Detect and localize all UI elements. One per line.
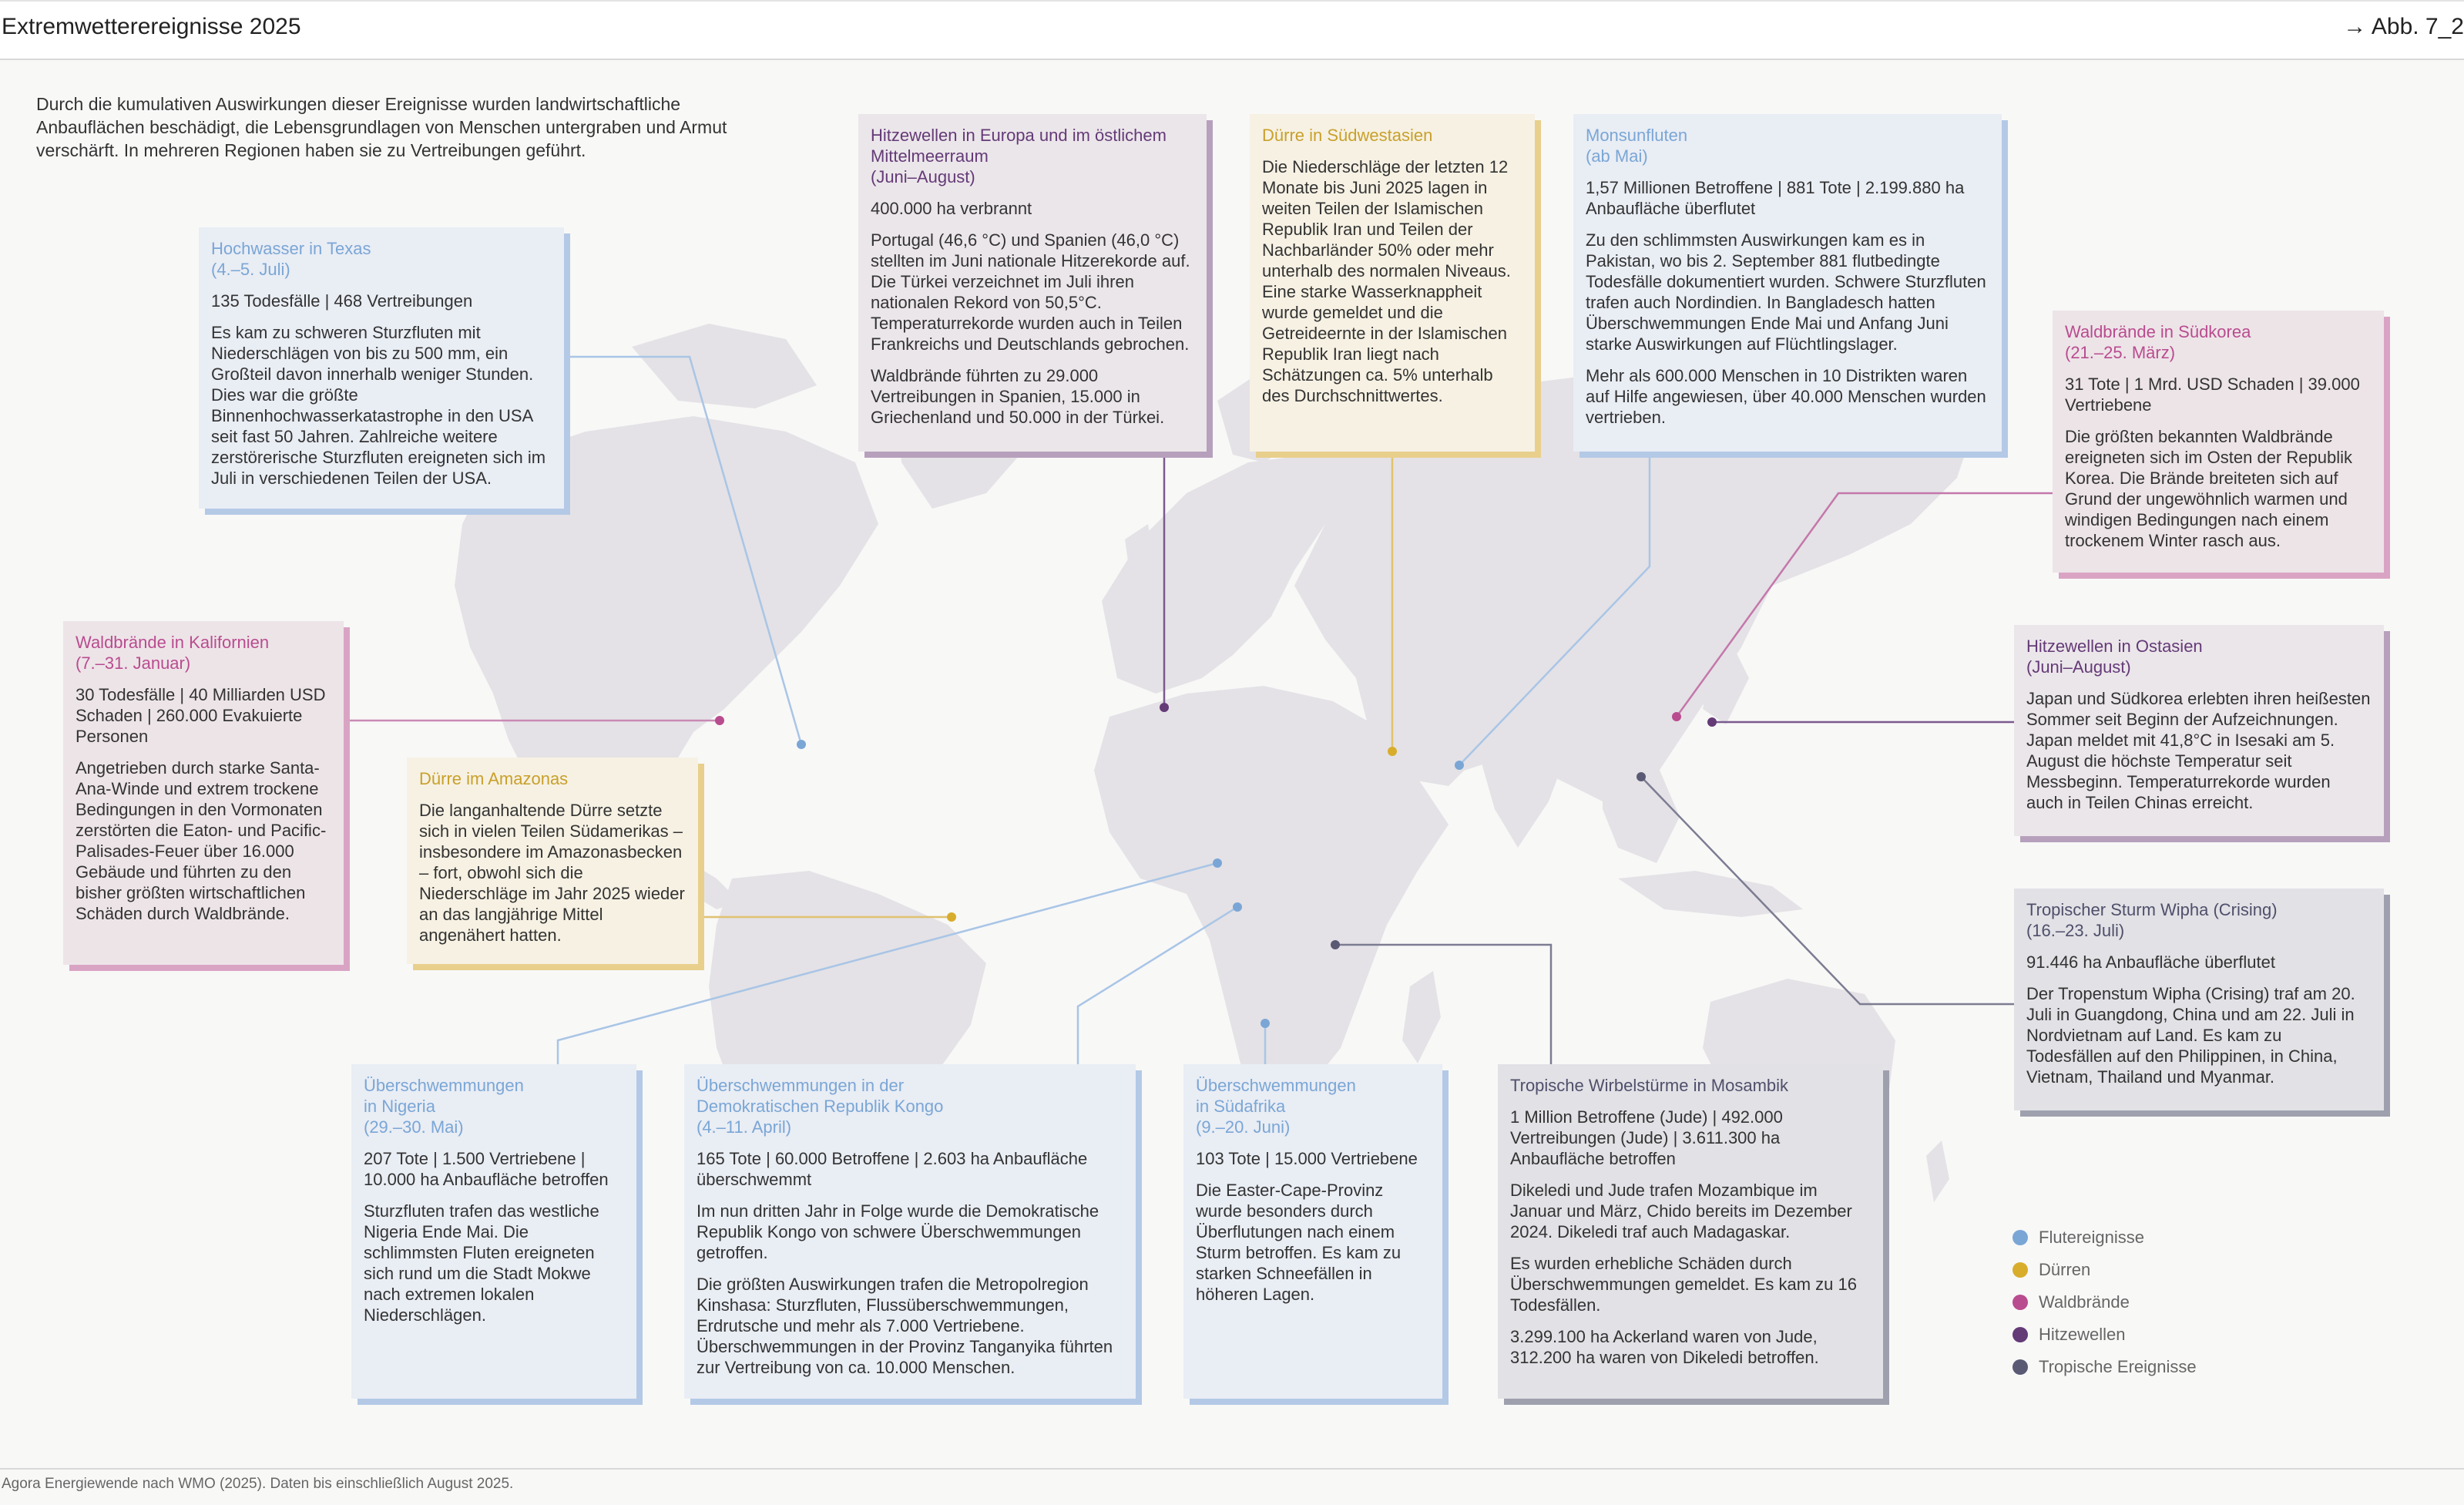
marker-nigeria [1213,858,1222,868]
marker-europe [1160,703,1169,712]
event-title: Tropischer Sturm Wipha (Crising) [2026,900,2278,919]
legend [2012,1221,2197,1383]
marker-korea [1672,712,1681,721]
legend-label: Dürren [2039,1260,2091,1279]
event-description: Im nun dritten Jahr in Folge wurde die Demokratische Republik Kongo von schwere Überschwemmungen getroffen. [697,1201,1099,1262]
footer-divider [0,1468,2464,1470]
event-title-line-2: Demokratischen Republik Kongo [697,1097,944,1116]
event-card-south-africa-flood [1183,1064,1442,1399]
event-date: (9.–20. Juni) [1196,1117,1291,1137]
source-note: Agora Energiewende nach WMO (2025). Daten bis einschließlich August 2025. [2,1476,514,1492]
event-title: Tropische Wirbelstürme in Mosambik [1510,1076,1789,1095]
marker-southafrica [1261,1019,1270,1028]
event-card-wipha-storm [2014,889,2384,1110]
figure-reference-link[interactable]: → Abb. 7_2 [2343,14,2464,39]
event-description-2: Mehr als 600.000 Menschen in 10 Distrikten waren auf Hilfe angewiesen, über 40.000 Menschen wurden vertrieben. [1586,366,1986,427]
event-description-2: Waldbrände führten zu 29.000 Vertreibungen in Spanien, 15.000 in Griechenland und 50.000 in der Türkei. [871,366,1165,427]
event-title: Monsunfluten [1586,126,1688,145]
event-card-east-asia-heatwave [2014,625,2384,836]
event-date: (7.–31. Januar) [76,653,191,673]
legend-item-tropical [2012,1351,2197,1383]
marker-amazon [947,912,956,922]
event-date: (ab Mai) [1586,146,1648,166]
event-stats: 30 Todesfälle | 40 Milliarden USD Schaden | 260.000 Evakuierte Personen [76,685,326,746]
event-title: Waldbrände in Kalifornien [76,633,270,652]
legend-dot-icon [2012,1230,2028,1245]
marker-wipha [1637,772,1646,781]
event-stats: 103 Tote | 15.000 Vertriebene [1196,1149,1418,1168]
event-card-mozambique-cyclones [1498,1064,1883,1399]
legend-item-wildfire [2012,1286,2197,1319]
event-description-2: Es wurden erhebliche Schäden durch Überschwemmungen gemeldet. Es kam zu 16 Todesfällen. [1510,1254,1857,1315]
event-date: (Juni–August) [2026,657,2131,677]
event-title: Überschwemmungen [364,1076,524,1095]
event-description: Die größten bekannten Waldbrände ereigneten sich im Osten der Republik Korea. Die Brände breiteten sich auf Grund der ungewöhnlich warmen und windigen Bedingungen nach einem trockenem Winter rasch aus. [2065,427,2352,550]
event-card-korea-wildfire [2053,311,2384,573]
event-card-europe-heatwave [858,114,1207,452]
event-stats: 135 Todesfälle | 468 Vertreibungen [211,291,473,311]
event-date: (16.–23. Juli) [2026,921,2125,940]
legend-item-drought [2012,1254,2197,1286]
event-description: Die Easter-Cape-Provinz wurde besonders durch Überflutungen nach einem Sturm betroffen. Es kam zu starken Schneefällen in höheren Lagen. [1196,1181,1402,1304]
event-card-monsoon-flood [1573,114,2002,452]
page-title: Extremwetterereignisse 2025 [2,14,301,39]
event-card-congo-flood [684,1064,1136,1399]
event-description-3: 3.299.100 ha Ackerland waren von Jude, 312.200 ha waren von Dikeledi betroffen. [1510,1327,1819,1367]
event-title: Waldbrände in Südkorea [2065,322,2251,341]
event-description: Angetrieben durch starke Santa-Ana-Winde und extrem trockene Bedingungen in den Vormonaten zerstörten die Eaton- und Pacific-Palisades-Feuer über 16.000 Gebäude und führten zu den bisher größten wirtschaftlichen Schäden durch Waldbrände. [76,758,327,923]
event-card-nigeria-flood [351,1064,636,1399]
event-description: Die langanhaltende Dürre setzte sich in vielen Teilen Südamerikas – insbesondere im Amazonasbecken – fort, obwohl sich die Niederschläge im Jahr 2025 wieder an das langjährige Mittel angenähert hatten. [419,801,685,945]
event-title: Dürre im Amazonas [419,769,569,788]
legend-label: Waldbrände [2039,1292,2130,1312]
marker-mozambique [1331,940,1340,949]
event-description: Sturzfluten trafen das westliche Nigeria Ende Mai. Die schlimmsten Fluten ereigneten sich rund um die Stadt Mokwe nach extremen lokalen Niederschlägen. [364,1201,599,1325]
legend-label: Flutereignisse [2039,1228,2144,1247]
event-card-california-wildfire [63,621,344,965]
event-stats: 165 Tote | 60.000 Betroffene | 2.603 ha Anbaufläche überschwemmt [697,1149,1088,1189]
marker-congo [1233,902,1242,912]
marker-monsoon [1455,761,1464,770]
event-description: Es kam zu schweren Sturzfluten mit Niederschlägen von bis zu 500 mm, ein Großteil davon innerhalb weniger Stunden. Dies war die größte Binnenhochwasserkatastrophe in den USA seit fast 50 Jahren. Zahlreiche weitere zerstörerische Sturzfluten ereigneten sich im Juli in verschiedenen Teilen der USA. [211,323,546,488]
event-description: Die Niederschläge der letzten 12 Monate bis Juni 2025 lagen in weiten Teilen der Islamischen Republik Iran und Teilen der Nachbarländer 50% oder mehr unterhalb des normalen Niveaus. Eine starke Wasserknappheit wurde gemeldet und die Getreideernte in der Islamischen Republik Iran liegt nach Schätzungen ca. 5% unterhalb des Durchschnittwertes. [1262,157,1511,405]
event-date: (4.–11. April) [697,1117,792,1137]
event-stats: 207 Tote | 1.500 Vertriebene | 10.000 ha Anbaufläche betroffen [364,1149,609,1189]
event-description: Japan und Südkorea erlebten ihren heißesten Sommer seit Beginn der Aufzeichnungen. Japan meldet mit 41,8°C in Isesaki am 5. August die höchste Temperatur seit Messbeginn. Temperaturrekorde wurden auch in Teilen Chinas erreicht. [2026,689,2371,812]
legend-dot-icon [2012,1262,2028,1278]
legend-dot-icon [2012,1327,2028,1342]
legend-label: Tropische Ereignisse [2039,1357,2197,1376]
event-title: Hitzewellen in Europa und im östlichem Mittelmeerraum [871,126,1167,166]
event-stats: 91.446 ha Anbaufläche überflutet [2026,952,2275,972]
event-description-2: Die größten Auswirkungen trafen die Metropolregion Kinshasa: Sturzfluten, Flussüberschwemmungen, Erdrutsche und mehr als 7.000 Vertriebene. Überschwemmungen in der Provinz Tanganyika führten zur Vertreibung von ca. 10.000 Menschen. [697,1275,1113,1377]
event-date: (Juni–August) [871,167,975,186]
event-description: Dikeledi und Jude trafen Mozambique im Januar und März, Chido bereits im Dezember 2024. Dikeledi traf auch Madagaskar. [1510,1181,1852,1241]
event-card-southwest-asia-drought [1250,114,1535,452]
legend-dot-icon [2012,1295,2028,1310]
legend-item-heatwave [2012,1319,2197,1351]
event-title: Hochwasser in Texas [211,239,371,258]
event-description: Der Tropenstum Wipha (Crising) traf am 20. Juli in Guangdong, China und am 22. Juli in Nordvietnam auf Land. Es kam zu Todesfällen auf den Philippinen, in China, Vietnam, Thailand und Myanmar. [2026,984,2355,1087]
legend-item-flood [2012,1221,2197,1254]
land-madagascar [1402,971,1441,1063]
event-title: Überschwemmungen in der [697,1076,905,1095]
event-stats: 1 Million Betroffene (Jude) | 492.000 Vertreibungen (Jude) | 3.611.300 ha Anbaufläche betroffen [1510,1107,1783,1168]
land-canada-islands [632,324,817,408]
event-title-line-2: in Südafrika [1196,1097,1286,1116]
marker-california [715,716,724,725]
event-title: Hitzewellen in Ostasien [2026,637,2203,656]
marker-eastasia [1707,717,1717,727]
event-stats: 400.000 ha verbrannt [871,199,1032,218]
event-stats: 31 Tote | 1 Mrd. USD Schaden | 39.000 Vertriebene [2065,375,2360,415]
land-indonesia [1618,871,1803,917]
event-card-texas-flood [199,227,564,509]
intro-text: Durch die kumulativen Auswirkungen dieser Ereignisse wurden landwirtschaftliche Anbauflächen beschädigt, die Lebensgrundlagen von Menschen untergraben und Armut verschärft. In mehreren Regionen haben sie zu Vertreibungen geführt. [36,94,727,160]
legend-dot-icon [2012,1359,2028,1375]
event-date: (4.–5. Juli) [211,260,290,279]
marker-texas [797,740,806,749]
event-description: Zu den schlimmsten Auswirkungen kam es in Pakistan, wo bis 2. September 881 flutbedingte Todesfälle dokumentiert wurden. Schwere Sturzfluten trafen auch Nordindien. In Bangladesch hatten Überschwemmungen Ende Mai und Anfang Juni starke Auswirkungen auf Flüchtlingslager. [1586,230,1986,354]
event-description: Portugal (46,6 °C) und Spanien (46,0 °C) stellten im Juni nationale Hitzerekorde auf. Die Türkei verzeichnet im Juli ihren nationalen Rekord von 50,5°C. Temperaturrekorde wurden auch in Teilen Frankreichs und Deutschlands gebrochen. [871,230,1190,354]
land-new-zealand [1926,1141,1949,1202]
marker-swasia [1388,747,1397,756]
event-card-amazon-drought [407,758,698,964]
event-date: (21.–25. März) [2065,343,2176,362]
legend-label: Hitzewellen [2039,1325,2126,1344]
event-title: Dürre in Südwestasien [1262,126,1433,145]
event-title: Überschwemmungen [1196,1076,1356,1095]
event-stats: 1,57 Millionen Betroffene | 881 Tote | 2.199.880 ha Anbaufläche überflutet [1586,178,1965,218]
event-date: (29.–30. Mai) [364,1117,464,1137]
event-title-line-2: in Nigeria [364,1097,435,1116]
